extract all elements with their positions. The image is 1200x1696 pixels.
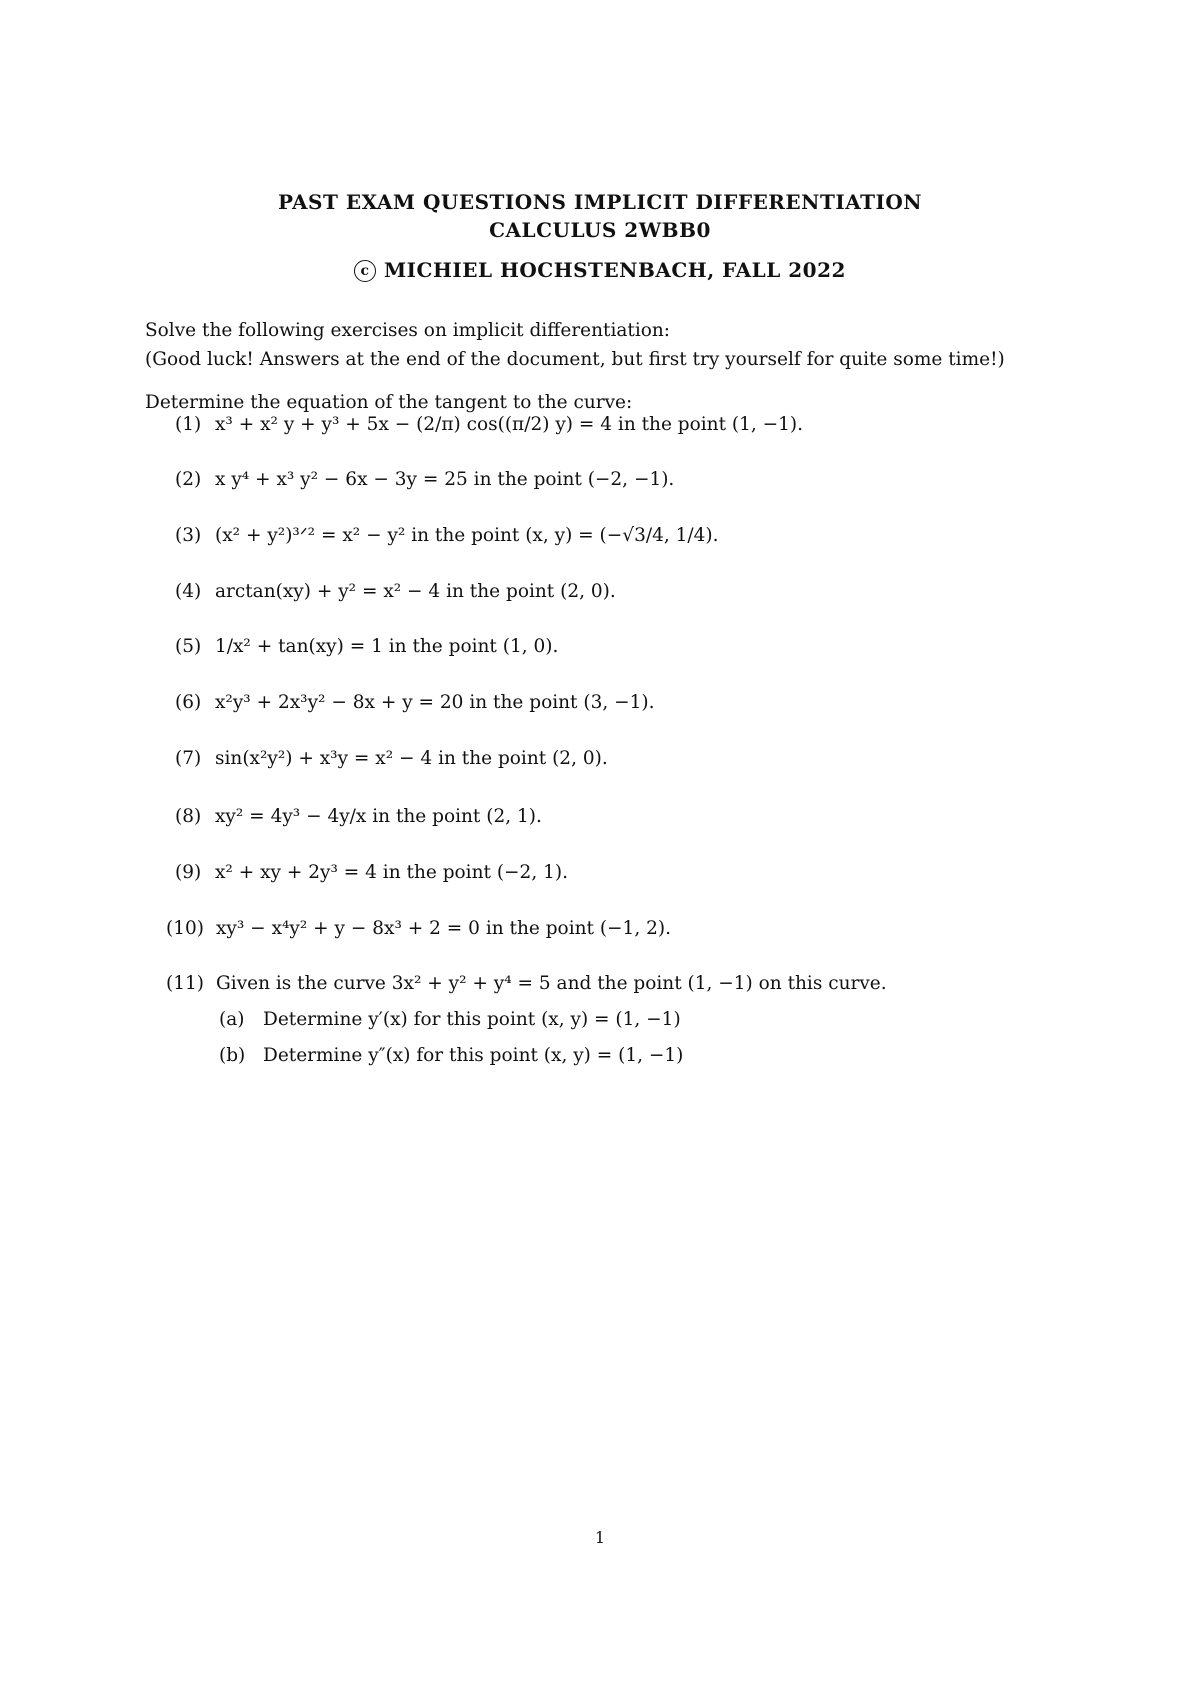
copyright-icon: c: [354, 260, 376, 282]
copyright-line: [0, 258, 1200, 282]
subpart-item: [219, 1045, 683, 1066]
intro-line-1: Solve the following exercises on implicit differentiation:: [145, 320, 671, 341]
exercise-number: (5): [175, 636, 202, 657]
subpart-text: Determine y″(x) for this point (x, y) = (1, −1): [263, 1045, 684, 1066]
exercise-item: [175, 469, 674, 490]
subpart-label: (b): [219, 1045, 246, 1066]
exercise-text: xy³ − x⁴y² + y − 8x³ + 2 = 0 in the point (−1, 2).: [216, 918, 671, 939]
exercise-number: (1): [175, 414, 202, 435]
exercise-item: [175, 414, 803, 435]
subpart-item: [219, 1009, 681, 1030]
exercise-item: [175, 748, 608, 769]
document-title: PAST EXAM QUESTIONS IMPLICIT DIFFERENTIATION: [277, 190, 923, 214]
exercise-number: (2): [175, 469, 202, 490]
exercise-number: (7): [175, 748, 202, 769]
intro-line-2: (Good luck! Answers at the end of the document, but first try yourself for quite some time!): [145, 349, 1005, 370]
exercise-item: [175, 806, 542, 827]
exercise-item: [175, 862, 568, 883]
exercise-number: (6): [175, 692, 202, 713]
subpart-text: Determine y′(x) for this point (x, y) = (1, −1): [263, 1009, 681, 1030]
exercise-number: (10): [166, 918, 204, 939]
exercise-number: (9): [175, 862, 202, 883]
exercise-text: x² + xy + 2y³ = 4 in the point (−2, 1).: [215, 862, 568, 883]
exercise-text: x²y³ + 2x³y² − 8x + y = 20 in the point (3, −1).: [215, 692, 655, 713]
exercise-text: arctan(xy) + y² = x² − 4 in the point (2, 0).: [215, 581, 616, 602]
exercise-text: sin(x²y²) + x³y = x² − 4 in the point (2, 0).: [215, 748, 608, 769]
author-line: MICHIEL HOCHSTENBACH, FALL 2022: [384, 258, 846, 282]
exercise-text: (x² + y²)³ᐟ² = x² − y² in the point (x, y) = (−√3/4, 1/4).: [215, 525, 719, 546]
exercise-item: [175, 581, 616, 602]
exercise-number: (11): [166, 973, 204, 994]
exercise-text: x y⁴ + x³ y² − 6x − 3y = 25 in the point (−2, −1).: [215, 469, 675, 490]
intro-line-3: Determine the equation of the tangent to the curve:: [145, 392, 633, 413]
exercise-number: (4): [175, 581, 202, 602]
exercise-text: x³ + x² y + y³ + 5x − (2/π) cos((π/2) y) = 4 in the point (1, −1).: [215, 414, 804, 435]
exercise-number: (8): [175, 806, 202, 827]
exercise-text: xy² = 4y³ − 4y/x in the point (2, 1).: [215, 806, 542, 827]
exercise-item: [175, 692, 654, 713]
exercise-item: [175, 525, 718, 546]
exercise-text: 1/x² + tan(xy) = 1 in the point (1, 0).: [215, 636, 559, 657]
exercise-item: [166, 918, 671, 939]
exercise-number: (3): [175, 525, 202, 546]
course-code: CALCULUS 2WBB0: [489, 218, 711, 242]
page-number: 1: [594, 1528, 606, 1547]
exercise-text: Given is the curve 3x² + y² + y⁴ = 5 and the point (1, −1) on this curve.: [216, 973, 887, 994]
exercise-item: [166, 973, 887, 994]
exercise-item: [175, 636, 558, 657]
subpart-label: (a): [219, 1009, 245, 1030]
